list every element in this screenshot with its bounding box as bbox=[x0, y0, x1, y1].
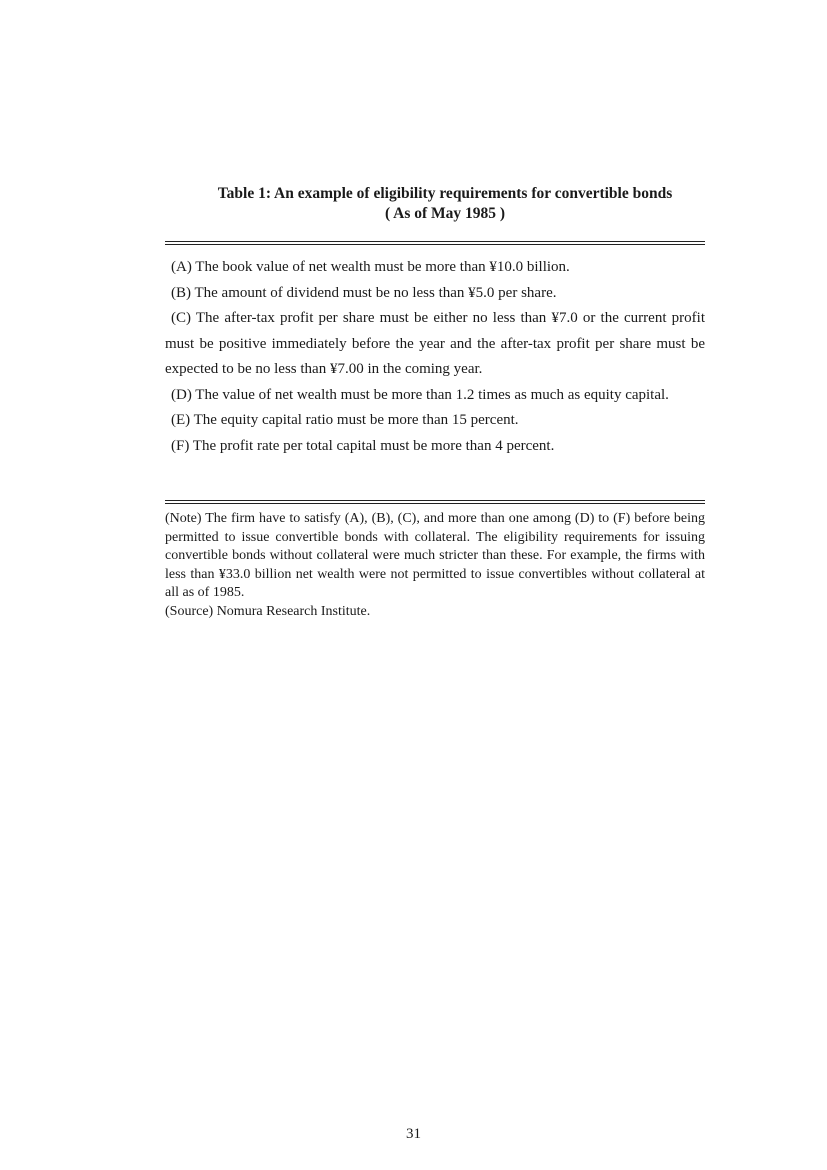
top-rule-lower bbox=[165, 244, 705, 245]
top-rule-upper bbox=[165, 241, 705, 242]
table-title: Table 1: An example of eligibility requirements for convertible bonds bbox=[217, 185, 673, 202]
requirement-c: (C) The after-tax profit per share must be either no less than ¥7.0 or the current profit must be positive immediately before the year and the after-tax profit per share must be expected to be no less than ¥7.00 in the coming year. bbox=[165, 310, 705, 377]
table-note-block bbox=[165, 510, 705, 621]
bottom-rule-upper bbox=[165, 500, 705, 501]
requirements-list bbox=[165, 255, 705, 459]
table-source: (Source) Nomura Research Institute. bbox=[165, 603, 371, 619]
page-number: 31 bbox=[406, 1126, 421, 1142]
table-title-block bbox=[160, 184, 730, 224]
requirement-b: (B) The amount of dividend must be no less than ¥5.0 per share. bbox=[171, 284, 557, 301]
table-note: (Note) The firm have to satisfy (A), (B), (C), and more than one among (D) to (F) before being permitted to issue convertible bonds with collateral. The eligibility requirements for issuing convertible bonds without collateral were much stricter than these. For example, the firms with less than ¥33.0 billion net wealth were not permitted to issue convertibles without collateral at all as of 1985. bbox=[165, 511, 705, 600]
bottom-rule-lower bbox=[165, 503, 705, 504]
table-subtitle: ( As of May 1985 ) bbox=[384, 205, 506, 222]
requirement-f: (F) The profit rate per total capital must be more than 4 percent. bbox=[171, 437, 555, 454]
requirement-a: (A) The book value of net wealth must be more than ¥10.0 billion. bbox=[171, 259, 570, 275]
requirement-e: (E) The equity capital ratio must be more than 15 percent. bbox=[171, 412, 519, 428]
requirement-d: (D) The value of net wealth must be more than 1.2 times as much as equity capital. bbox=[171, 386, 669, 403]
